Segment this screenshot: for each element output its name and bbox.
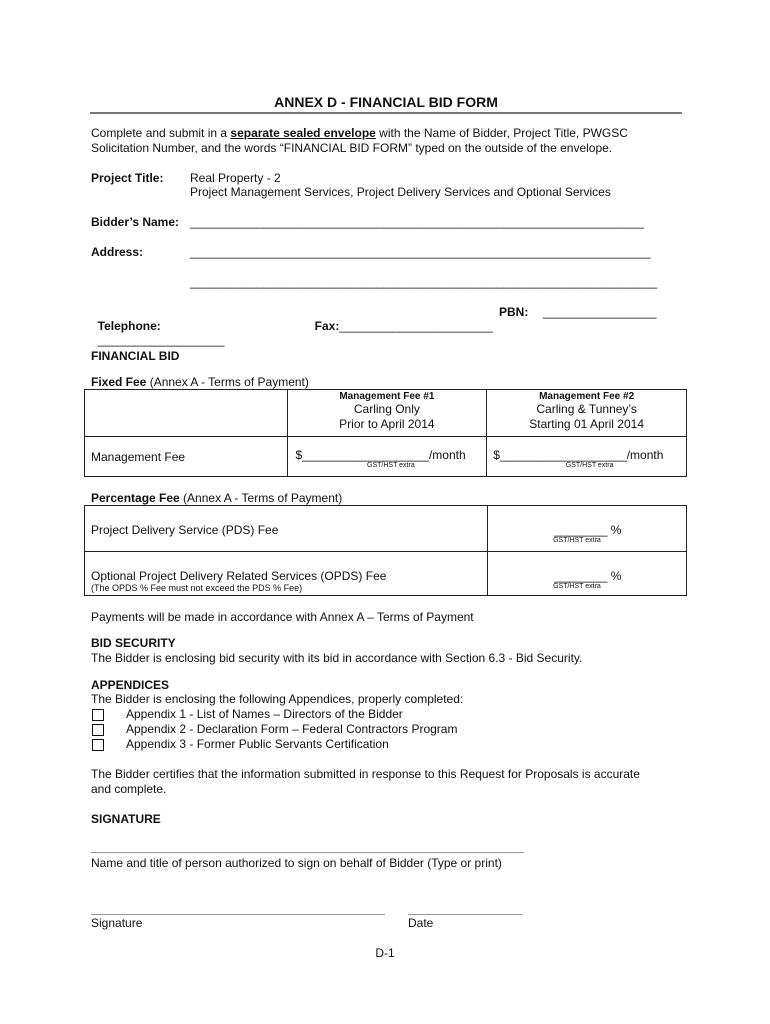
certification-line1: The Bidder certifies that the information submitted in response to this Request for Proposals is accurate <box>91 767 640 781</box>
percentage-fee-table <box>84 505 687 596</box>
opds-fee-label-cell <box>85 552 488 596</box>
address-label: Address: <box>91 245 144 259</box>
appendices-heading: APPENDICES <box>91 678 170 692</box>
fee1-subtitle2: Prior to April 2014 <box>339 417 435 431</box>
fee1-tax-note: GST/HST extra <box>367 462 415 469</box>
telephone-field[interactable]: ___________________ <box>97 333 225 347</box>
intro-text-post: with the Name of Bidder, Project Title, PWGSC <box>375 126 628 140</box>
fee2-subtitle1: Carling & Tunney’s <box>536 402 637 416</box>
fixed-fee-header-row <box>85 390 687 437</box>
pds-tax-note: GST/HST extra <box>553 537 601 544</box>
project-title-line2: Project Management Services, Project Delivery Services and Optional Services <box>190 185 611 199</box>
fax-group <box>308 305 493 333</box>
percentage-fee-heading-rest: (Annex A - Terms of Payment) <box>179 491 343 505</box>
fee1-header-cell <box>287 390 487 437</box>
opds-fee-value-cell <box>488 552 687 596</box>
fee2-tax-note: GST/HST extra <box>565 462 614 469</box>
opds-fee-note: (The OPDS % Fee must not exceed the PDS % Fee) <box>91 583 303 593</box>
date-label: Date <box>408 916 434 930</box>
name-title-line[interactable] <box>91 852 524 853</box>
appendix1-checkbox[interactable] <box>92 709 104 721</box>
address-field-line2[interactable]: ______________________________________________________________________ <box>190 275 658 289</box>
payments-text: Payments will be made in accordance with Annex A – Terms of Payment <box>91 610 474 624</box>
bid-security-text: The Bidder is enclosing bid security with its bid in accordance with Section 6.3 - Bid Security. <box>91 651 583 665</box>
fee2-header-cell <box>487 390 687 437</box>
appendices-intro: The Bidder is enclosing the following Appendices, properly completed: <box>91 692 464 706</box>
pds-fee-value-cell <box>488 506 687 552</box>
management-fee-row <box>85 437 687 477</box>
fee1-heading: Management Fee #1 <box>339 391 435 402</box>
bidder-name-label: Bidder’s Name: <box>91 215 180 229</box>
certification-line2: and complete. <box>91 782 167 796</box>
appendix3-label: Appendix 3 - Former Public Servants Certification <box>126 737 389 751</box>
percentage-fee-heading <box>91 491 342 505</box>
opds-pct-field[interactable]: ________ % <box>554 569 622 583</box>
fixed-fee-corner-cell <box>85 390 288 437</box>
fee2-amount-field[interactable]: $___________________/month <box>493 448 664 462</box>
intro-text-line2: Solicitation Number, and the words “FINANCIAL BID FORM” typed on the outside of the envelope. <box>91 141 613 155</box>
intro-emphasis: separate sealed envelope <box>230 126 376 140</box>
management-fee-label: Management Fee <box>85 437 288 477</box>
fixed-fee-heading <box>91 375 309 389</box>
appendix1-label: Appendix 1 - List of Names – Directors of the Bidder <box>126 707 403 721</box>
pbn-label: PBN: <box>499 305 529 319</box>
page-number: D-1 <box>375 946 395 960</box>
appendix3-checkbox[interactable] <box>92 739 104 751</box>
fixed-fee-table <box>84 389 687 477</box>
fee1-amount-cell <box>287 437 487 477</box>
intro-text-pre: Complete and submit in a <box>91 126 231 140</box>
contact-row <box>91 305 224 347</box>
signature-line[interactable] <box>91 914 385 915</box>
pds-fee-row <box>85 506 687 552</box>
pds-fee-label-cell <box>85 506 488 552</box>
fee1-amount-field[interactable]: $___________________/month <box>295 448 466 462</box>
opds-fee-row <box>85 552 687 596</box>
fax-label: Fax: <box>314 319 340 333</box>
project-title-line1: Real Property - 2 <box>190 171 281 185</box>
address-field-line1[interactable]: _____________________________________________________________________ <box>190 245 651 259</box>
appendix2-checkbox[interactable] <box>92 724 104 736</box>
name-title-label: Name and title of person authorized to sign on behalf of Bidder (Type or print) <box>91 856 502 870</box>
pbn-field[interactable]: _________________ <box>543 305 657 319</box>
telephone-label: Telephone: <box>97 319 161 333</box>
opds-fee-label: Optional Project Delivery Related Services (OPDS) Fee <box>91 569 387 583</box>
project-title-label: Project Title: <box>91 171 164 185</box>
fee2-heading: Management Fee #2 <box>539 391 635 402</box>
opds-tax-note: GST/HST extra <box>553 583 601 590</box>
fee2-subtitle2: Starting 01 April 2014 <box>529 417 644 431</box>
fixed-fee-heading-bold: Fixed Fee <box>91 375 147 389</box>
fee2-amount-cell <box>487 437 687 477</box>
fax-field[interactable]: _______________________ <box>339 319 493 333</box>
percentage-fee-heading-bold: Percentage Fee <box>91 491 180 505</box>
financial-bid-heading: FINANCIAL BID <box>91 349 180 363</box>
bid-security-heading: BID SECURITY <box>91 636 176 650</box>
pds-pct-field[interactable]: ________ % <box>554 523 622 537</box>
fee1-subtitle1: Carling Only <box>353 402 420 416</box>
date-line[interactable] <box>408 914 522 915</box>
pds-fee-label: Project Delivery Service (PDS) Fee <box>91 523 279 537</box>
bidder-name-field[interactable]: ____________________________________________________________________ <box>190 215 644 229</box>
fixed-fee-heading-rest: (Annex A - Terms of Payment) <box>146 375 309 389</box>
title-divider <box>90 112 682 114</box>
appendix2-label: Appendix 2 - Declaration Form – Federal Contractors Program <box>126 722 458 736</box>
signature-label: Signature <box>91 916 143 930</box>
intro-instructions <box>91 126 691 156</box>
form-title: ANNEX D - FINANCIAL BID FORM <box>274 94 498 110</box>
signature-heading: SIGNATURE <box>91 812 161 826</box>
